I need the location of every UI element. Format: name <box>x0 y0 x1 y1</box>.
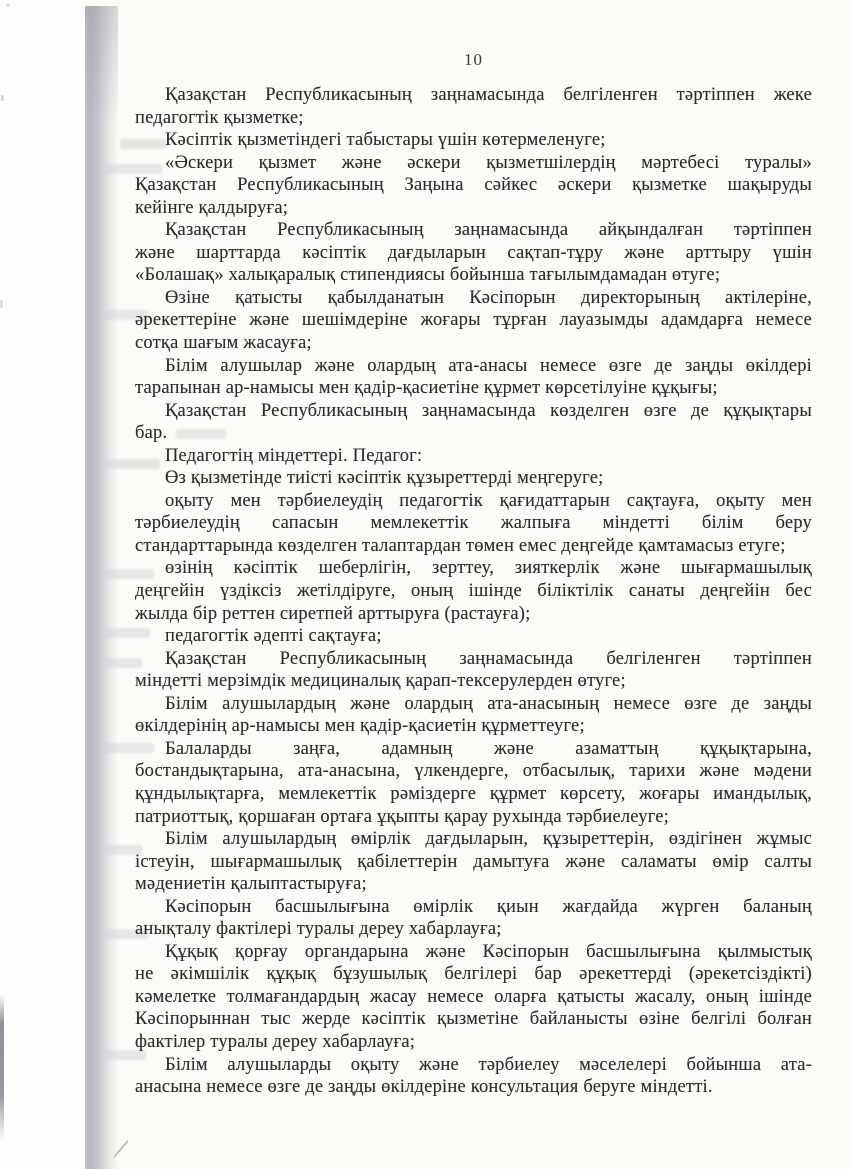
paragraph <box>135 941 812 1054</box>
text-line: істеуін, шығармашылық қабілеттерін дамытуға және саламаты өмір салты <box>135 851 812 872</box>
text-line: сотқа шағым жасауға; <box>135 333 312 354</box>
text-line: бар. <box>135 423 168 444</box>
text-line: бостандықтарына, ата-анасына, үлкендерге, отбасылық, тарихи және мәдени <box>135 761 812 782</box>
paragraph <box>135 129 812 152</box>
text-line: фактілер туралы дереу хабарлауға; <box>135 1031 416 1052</box>
text-line: Қазақстан Республикасының Заңына сәйкес әскери қызметке шақыруды <box>135 175 812 196</box>
text-line: патриоттық, қоршаған ортаға ұқыпты қарау рухында тәрбиелеуге; <box>135 806 669 827</box>
text-line: Қазақстан Республикасының заңнамасында айқындалған тәртіппен <box>165 220 812 241</box>
page-number: 10 <box>464 50 483 69</box>
text-line: және шарттарда кәсіптік дағдыларын сақтап-тұру және арттыру үшін <box>135 242 812 263</box>
text-line: «Болашақ» халықаралық стипендиясы бойынша тағылымдамадан өтуге; <box>135 265 721 286</box>
text-line: анасына немесе өзге де заңды өкілдеріне консультация беруге міндетті. <box>135 1077 713 1098</box>
text-line: деңгейін үздіксіз жетілдіруге, оның ішінде біліктілік санаты деңгейін бес <box>135 581 812 602</box>
paragraph <box>135 219 812 287</box>
text-line: Педагогтің міндеттері. Педагог: <box>165 445 423 466</box>
page-edge-shadow-top <box>85 6 118 126</box>
paragraph <box>135 445 812 468</box>
scan-artifact <box>0 300 3 308</box>
text-line: «Әскери қызмет және әскери қызметшілердің мәртебесі туралы» <box>165 152 812 173</box>
text-line: Өзіне қатысты қабылданатын Кәсіпорын директорының актілеріне, <box>165 287 812 308</box>
text-line: стандарттарында көзделген талаптардан төмен емес деңгейде қамтамасыз етуге; <box>135 535 786 556</box>
text-line: Білім алушыларды оқыту және тәрбиелеу мәселелері бойынша ата- <box>165 1054 812 1075</box>
paragraph <box>135 1054 812 1099</box>
text-line: Кәсіптік қызметіндегі табыстары үшін көтермеленуге; <box>165 130 606 151</box>
text-line: Құқық қорғау органдарына және Кәсіпорын басшылығына қылмыстық <box>165 941 812 962</box>
paragraph <box>135 490 812 558</box>
text-line: Өз қызметінде тиісті кәсіптік құзыреттерді меңгеруге; <box>165 468 604 489</box>
page-edge-shadow <box>85 6 118 1169</box>
paragraph <box>135 84 812 129</box>
text-block <box>135 84 812 1099</box>
paragraph <box>135 152 812 220</box>
text-line: Білім алушылардың өмірлік дағдыларын, құзыреттерін, өздігінен жұмыс <box>165 829 812 850</box>
paragraph <box>135 355 812 400</box>
paragraph <box>135 648 812 693</box>
text-line: Білім алушылар және олардың ата-анасы немесе өзге де заңды өкілдері <box>165 355 812 376</box>
text-line: өкілдерінің ар-намысы мен қадір-қасиетін құрметтеуге; <box>135 716 585 737</box>
text-line: Қазақстан Республикасының заңнамасында көзделген өзге де құқықтары <box>165 400 812 421</box>
text-line: өзінің кәсіптік шеберлігін, зерттеу, зияткерлік және шығармашылық <box>165 558 812 579</box>
text-line: педагогтік әдепті сақтауға; <box>165 626 382 647</box>
text-line: кейінге қалдыруға; <box>135 197 289 218</box>
paragraph <box>135 557 812 625</box>
paragraph <box>135 287 812 355</box>
scanner-edge-artifact <box>0 995 4 1140</box>
text-line: Балаларды заңға, адамның және азаматтың құқықтарына, <box>165 738 812 759</box>
paragraph <box>135 467 812 490</box>
text-line: анықталу фактілері туралы дереу хабарлауға; <box>135 919 502 940</box>
text-line: Кәсіпорыннан тыс жерде кәсіптік қызметіне байланысты өзіне белгілі болған <box>135 1009 812 1030</box>
paragraph <box>135 625 812 648</box>
text-line: педагогтік қызметке; <box>135 107 304 128</box>
text-line: құндылықтарға, мемлекеттік рәміздерге құрмет көрсету, жоғары имандылық, <box>135 783 812 804</box>
paragraph <box>135 738 812 828</box>
paragraph <box>135 400 812 445</box>
text-line: Білім алушылардың және олардың ата-анасының немесе өзге де заңды <box>165 693 812 714</box>
text-line: Қазақстан Республикасының заңнамасында белгіленген тәртіппен жеке <box>165 85 812 105</box>
scan-artifact <box>1 95 4 101</box>
paragraph <box>135 828 812 896</box>
text-line: мәдениетін қалыптастыруға; <box>135 874 367 895</box>
text-line: міндетті мерзімдік медициналық қарап-тексерулерден өтуге; <box>135 671 626 692</box>
text-line: не әкімшілік құқық бұзушылық белгілері бар әрекеттерді (әрекетсіздікті) <box>135 964 812 985</box>
text-line: әрекеттеріне және шешімдеріне жоғары тұрған лауазымды адамдарға немесе <box>135 310 812 331</box>
paragraph <box>135 896 812 941</box>
text-line: тәрбиелеудің сапасын мемлекеттік жалпыға міндетті білім беру <box>135 513 812 534</box>
scan-artifact <box>6 4 10 7</box>
paragraph <box>135 693 812 738</box>
text-line: тарапынан ар-намысы мен қадір-қасиетіне құрмет көрсетілуіне құқығы; <box>135 378 718 399</box>
text-line: кәмелетке толмағандардың жасау немесе оларға қатысты жасалу, оның ішінде <box>135 986 812 1007</box>
text-line: жылда бір реттен сиретпей арттыруға (растауға); <box>135 603 531 624</box>
text-line: оқыту мен тәрбиелеудің педагогтік қағидаттарын сақтауға, оқыту мен <box>165 490 812 511</box>
text-line: Қазақстан Республикасының заңнамасында белгіленген тәртіппен <box>165 648 812 669</box>
text-line: Кәсіпорын басшылығына өмірлік қиын жағдайда жүрген баланың <box>165 896 812 917</box>
